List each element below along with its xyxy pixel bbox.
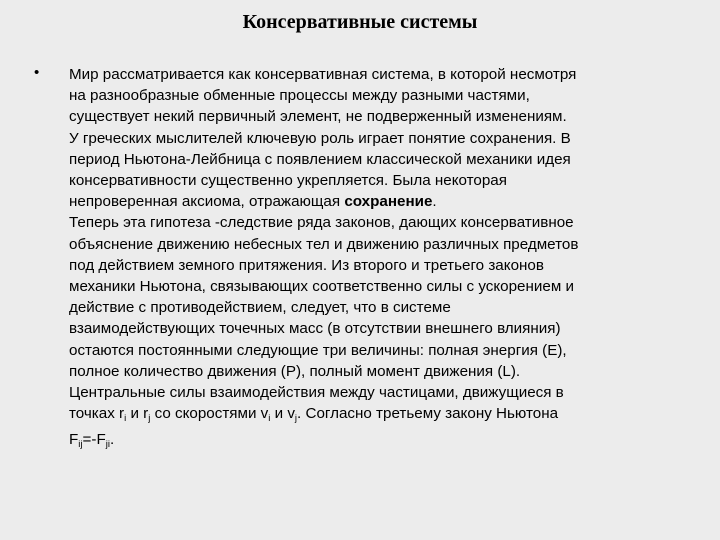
subscript: j (294, 413, 298, 425)
formula-text: и r (126, 405, 149, 423)
axiom-end: . (432, 193, 437, 211)
text-line: Мир рассматривается как консервативная система, в которой несмотря (69, 66, 577, 83)
text-line: У греческих мыслителей ключевую роль играет понятие сохранения. В (69, 129, 571, 147)
axiom-text: непроверенная аксиома, отражающая (69, 193, 345, 211)
text-line: механики Ньютона, связывающих соответственно силы с ускорением и (69, 278, 574, 296)
formula-text: . Согласно третьему закону Ньютона (297, 405, 559, 423)
subscript: ij (78, 439, 83, 451)
formula-text: =-F (82, 431, 106, 449)
formula-text: . (109, 431, 115, 449)
formula-text: точках r (69, 405, 125, 423)
bullet-marker: • (34, 64, 40, 81)
text-line: объяснение движению небесных тел и движению различных предметов (69, 235, 579, 253)
text-line: действие с противодействием, следует, что в системе (69, 299, 451, 317)
formula-text: и v (270, 405, 295, 423)
text-line: на разнообразные обменные процессы между разными частями, (69, 87, 530, 105)
subscript: i (268, 413, 271, 425)
body-paragraph (69, 64, 689, 456)
slide-title: Консервативные системы (242, 11, 478, 33)
text-line: существует некий первичный элемент, не подверженный изменениям. (69, 108, 567, 126)
bold-term: сохранение (344, 193, 433, 211)
text-line: взаимодействующих точечных масс (в отсутствии внешнего влияния) (69, 320, 561, 338)
text-line: Центральные силы взаимодействия между частицами, движущиеся в (69, 384, 564, 402)
text-line-axiom (69, 191, 689, 212)
text-line-formula (69, 403, 689, 429)
text-line: полное количество движения (P), полный момент движения (L). (69, 362, 521, 380)
subscript: i (124, 413, 127, 425)
text-line: остаются постоянными следующие три величины: полная энергия (E), (69, 341, 567, 359)
text-line: под действием земного притяжения. Из второго и третьего законов (69, 256, 544, 274)
formula-text: F (69, 431, 79, 449)
subscript: j (148, 413, 151, 425)
text-line: Теперь эта гипотеза -следствие ряда законов, дающих консервативное (69, 214, 574, 232)
formula-text: со скоростями v (150, 405, 269, 423)
subscript: ji (105, 439, 110, 451)
text-line: консервативности существенно укрепляется. Была некоторая (69, 172, 507, 190)
text-line: период Ньютона-Лейбница с появлением классической механики идея (69, 150, 571, 168)
text-line-last (69, 429, 689, 455)
